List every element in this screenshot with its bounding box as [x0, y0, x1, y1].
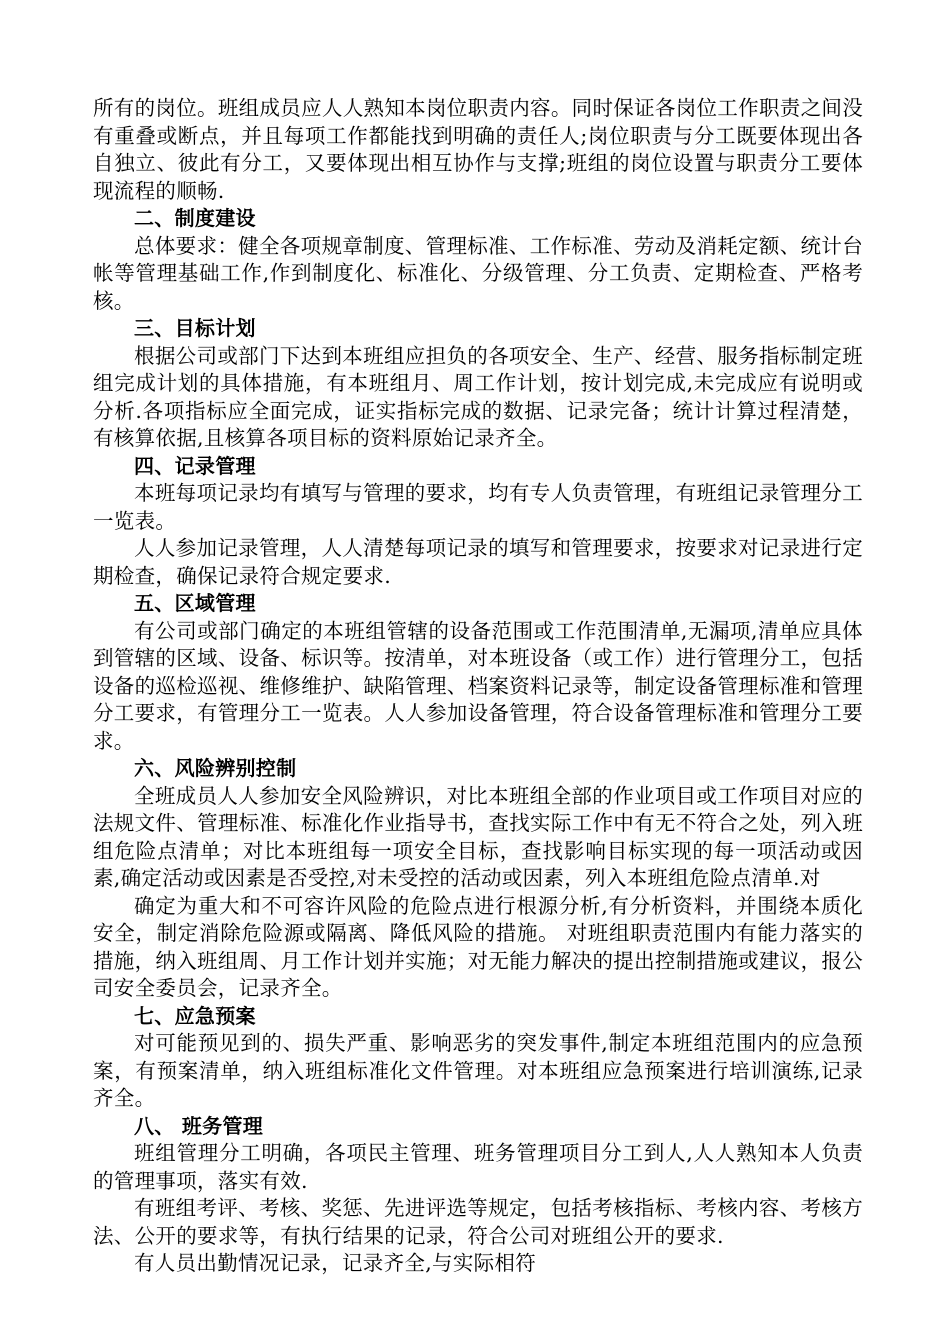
- section-heading: 二、制度建设: [134, 206, 256, 230]
- section-system-building: [93, 205, 863, 315]
- section-record-management: [93, 453, 863, 591]
- intro-paragraph: 所有的岗位。班组成员应人人熟知本岗位职责内容。同时保证各岗位工作职责之间没有重叠或断点，并且每项工作都能找到明确的责任人;岗位职责与分工既要体现出各自独立、彼此有分工，又要体现出相互协作与支撑;班组的岗位设置与职责分工要体现流程的顺畅.: [93, 96, 863, 203]
- section-heading: 八、 班务管理: [134, 1113, 264, 1138]
- section-heading: 五、区域管理: [134, 591, 256, 615]
- section-emergency-plan: [93, 1003, 863, 1113]
- section-paragraph: 人人参加记录管理，人人清楚每项记录的填写和管理要求，按要求对记录进行定期检查，确保记录符合规定要求.: [93, 536, 863, 588]
- section-paragraph: 有人员出勤情况记录，记录齐全,与实际相符: [134, 1251, 537, 1275]
- section-heading: 七、应急预案: [134, 1003, 256, 1028]
- document-page: [93, 95, 863, 1278]
- section-paragraph: 对可能预见到的、损失严重、影响恶劣的突发事件,制定本班组范围内的应急预案，有预案清单，纳入班组标准化文件管理。对本班组应急预案进行培训演练,记录齐全。: [93, 1031, 863, 1110]
- section-target-plan: [93, 315, 863, 453]
- section-paragraph: 全班成员人人参加安全风险辨识，对比本班组全部的作业项目或工作项目对应的法规文件、管理标准、标准化作业指导书，查找实际工作中有无不符合之处，列入班组危险点清单；对比本班组每一项安全目标，查找影响目标实现的每一项活动或因素,确定活动或因素是否受控,对未受控的活动或因素，列入本班组危险点清单.对: [93, 783, 863, 890]
- section-heading: 六、风险辨别控制: [134, 756, 297, 780]
- section-paragraph: 根据公司或部门下达到本班组应担负的各项安全、生产、经营、服务指标制定班组完成计划的具体措施，有本班组月、周工作计划，按计划完成,未完成应有说明或分析.各项指标应全面完成，证实指标完成的数据、记录完备；统计计算过程清楚，有核算依据,且核算各项目标的资料原始记录齐全。: [93, 343, 863, 450]
- section-area-management: [93, 590, 863, 755]
- section-paragraph: 有班组考评、考核、奖惩、先进评选等规定，包括考核指标、考核内容、考核方法、公开的要求等，有执行结果的记录，符合公司对班组公开的要求.: [93, 1196, 863, 1248]
- section-team-affairs: [93, 1113, 863, 1278]
- section-risk-control: [93, 755, 863, 1003]
- section-heading: 三、目标计划: [134, 316, 256, 340]
- section-paragraph: 班组管理分工明确，各项民主管理、班务管理项目分工到人,人人熟知本人负责的管理事项，落实有效.: [93, 1141, 863, 1193]
- section-heading: 四、记录管理: [134, 453, 256, 478]
- section-paragraph: 有公司或部门确定的本班组管辖的设备范围或工作范围清单,无漏项,清单应具体到管辖的区域、设备、标识等。按清单，对本班设备（或工作）进行管理分工，包括设备的巡检巡视、维修维护、缺陷管理、档案资料记录等，制定设备管理标准和管理分工要求，有管理分工一览表。人人参加设备管理，符合设备管理标准和管理分工要求。: [93, 618, 863, 753]
- section-paragraph: 确定为重大和不可容许风险的危险点进行根源分析,有分析资料，并围绕本质化安全，制定消除危险源或隔离、降低风险的措施。 对班组职责范围内有能力落实的措施，纳入班组周、月工作计划并实施；对无能力解决的提出控制措施或建议，报公司安全委员会，记录齐全。: [93, 893, 863, 1000]
- section-paragraph: 总体要求：健全各项规章制度、管理标准、工作标准、劳动及消耗定额、统计台帐等管理基础工作,作到制度化、标准化、分级管理、分工负责、定期检查、严格考核。: [93, 233, 863, 313]
- section-paragraph: 本班每项记录均有填写与管理的要求，均有专人负责管理，有班组记录管理分工一览表。: [93, 481, 863, 533]
